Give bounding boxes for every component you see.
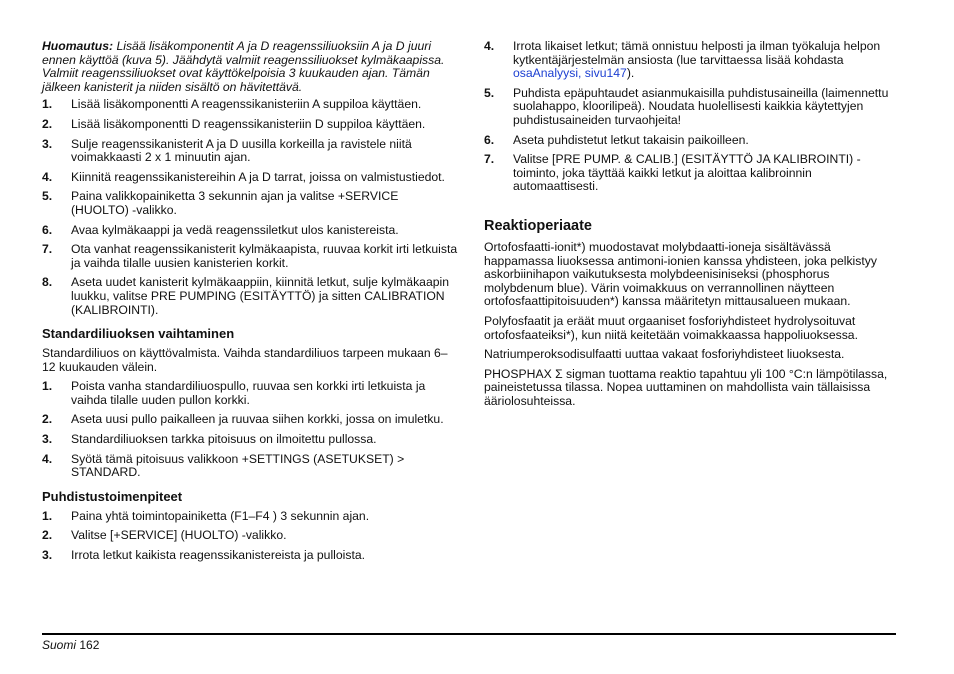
note-text: Lisää lisäkomponentit A ja D reagenssiliuoksiin A ja D juuri ennen käyttöä (kuva 5). Jäähdytä valmiit reagenssiliuokset kylmäkaapissa. Valmiit reagenssiliuokset ovat käyttökelpoisia 3 kuukauden ajan. Tämän jälkeen kanisterit ja niiden sisältö on hävitettävä. [42,39,445,94]
standard-steps-list [42,380,458,480]
step-text: Irrota letkut kaikista reagenssikanistereista ja pulloista. [71,548,365,563]
list-item [42,243,458,270]
list-item [42,529,458,543]
step-text: Kiinnitä reagenssikanistereihin A ja D tarrat, joissa on valmistustiedot. [71,169,445,184]
page-number: 162 [79,638,100,652]
list-item [42,453,458,480]
step-number: 6. [484,132,495,147]
step-text: Irrota likaiset letkut; tämä onnistuu helposti ja ilman työkaluja helpon kytkentäjärjestelmän ansiosta (lue tarvittaessa lisää kohdasta [513,39,881,67]
step-number: 4. [484,39,495,53]
list-item [42,98,458,112]
reaction-paragraph: Ortofosfaatti-ionit*) muodostavat molybdaatti-ioneja sisältävässä happamassa liuoksessa antimoni-ionien kanssa yhdisteen, joka pelkistyy askorbiinihapon vaikutuksesta molybdeenisiniseksi (phosphorus molybdenum blue). Värin voimakkuus on verrannollinen näytteen ortofosfaattipitoisuuden*) kanssa määritetyn mittausalueen mukaan. [484,239,877,309]
step-number: 6. [42,222,53,237]
step-number: 2. [42,528,53,543]
list-item [42,413,458,427]
step-number: 8. [42,275,53,290]
cleaning-steps-list [42,510,458,563]
step-text: Puhdista epäpuhtaudet asianmukaisilla puhdistusaineilla (laimennettu suolahappo, kloorilipeä). Noudata huolellisesti kaikkia käytettyjen puhdistusaineiden turvaohjeita! [513,85,889,127]
step-text: Lisää lisäkomponentti D reagenssikanisteriin D suppiloa käyttäen. [71,116,426,131]
step-text: Aseta puhdistetut letkut takaisin paikoilleen. [513,132,749,147]
step-text-end: ). [626,66,635,81]
heading-standard-replacement: Standardiliuoksen vaihtaminen [42,326,235,342]
step-text: Ota vanhat reagenssikanisterit kylmäkaapista, ruuvaa korkit irti letkuista ja vaihda tilalle uusien kanisterien korkit. [71,242,458,270]
step-number: 1. [42,97,53,112]
list-item [42,118,458,132]
step-text: Syötä tämä pitoisuus valikkoon +SETTINGS (ASETUKSET) > STANDARD. [71,451,405,480]
heading-reaction-principle: Reaktioperiaate [484,217,592,234]
step-number: 1. [42,379,53,394]
step-number: 1. [42,508,53,523]
step-number: 4. [42,451,53,466]
list-item [484,134,900,148]
list-item [42,433,458,447]
step-number: 3. [42,432,53,447]
note-label: Huomautus: [42,39,114,53]
step-text: Poista vanha standardiliuospullo, ruuvaa sen korkki irti letkuista ja vaihda tilalle uuden pullon korkki. [71,379,426,407]
cross-reference-link[interactable]: osaAnalyysi, sivu147 [513,66,627,81]
step-text: Aseta uudet kanisterit kylmäkaappiin, kiinnitä letkut, sulje kylmäkaapin luukku, valitse PRE PUMPING (ESITÄYTTÖ) ja sitten CALIBRATION (KALIBROINTI). [71,275,450,317]
step-text: Paina yhtä toimintopainiketta (F1–F4 ) 3 sekunnin ajan. [71,508,370,523]
step-number: 3. [42,136,53,151]
step-text: Sulje reagenssikanisterit A ja D uusilla korkeilla ja ravistele niitä voimakkaasti 2 x 1 minuutin ajan. [71,136,412,165]
step-number: 5. [484,85,495,100]
step-text: Paina valikkopainiketta 3 sekunnin ajan ja valitse +SERVICE (HUOLTO) -valikko. [71,189,399,217]
list-item [42,171,458,185]
list-item [484,40,900,81]
right-column [484,40,900,414]
step-text: Lisää lisäkomponentti A reagenssikanisteriin A suppiloa käyttäen. [71,97,422,112]
reaction-paragraph: PHOSPHAX Σ sigman tuottama reaktio tapahtuu yli 100 °C:n lämpötilassa, paineistetussa tilassa. Nopea uuttaminen on mahdollista vain tällaisissa ääriolosuhteissa. [484,366,888,408]
standard-intro-paragraph: Standardiliuos on käyttövalmista. Vaihda standardiliuos tarpeen mukaan 6–12 kuukauden välein. [42,346,448,374]
step-number: 2. [42,116,53,131]
step-text: Valitse [+SERVICE] (HUOLTO) -valikko. [71,528,287,543]
note-paragraph [42,40,458,94]
list-item [42,510,458,524]
list-item [42,276,458,317]
step-number: 7. [484,152,495,167]
step-text: Valitse [PRE PUMP. & CALIB.] (ESITÄYTTÖ JA KALIBROINTI) -toiminto, joka täyttää kaikki letkut ja aloittaa kalibroinnin automaattisesti. [513,152,861,194]
footer-language: Suomi [42,638,77,652]
reagent-steps-list [42,98,458,317]
list-item [42,190,458,217]
list-item [42,224,458,238]
reaction-paragraph: Natriumperoksodisulfaatti uuttaa vakaat fosforiyhdisteet liuoksesta. [484,347,845,362]
list-item [42,138,458,165]
list-item [484,153,900,194]
list-item [42,380,458,407]
page-footer [42,639,99,653]
footer-divider [42,633,896,635]
step-number: 4. [42,169,53,184]
step-number: 5. [42,189,53,204]
step-number: 7. [42,242,53,257]
step-text: Avaa kylmäkaappi ja vedä reagenssiletkut ulos kanistereista. [71,222,399,237]
reaction-paragraph: Polyfosfaatit ja eräät muut orgaaniset fosforiyhdisteet hydrolysoituvat ortofosfaateiksi*), kun niitä keitetään voimakkaassa happoliuoksessa. [484,313,858,342]
step-number: 3. [42,548,53,563]
cleaning-steps-continued-list [484,40,900,194]
step-text: Aseta uusi pullo paikalleen ja ruuvaa siihen korkki, jossa on imuletku. [71,412,444,427]
left-column [42,40,458,569]
step-text: Standardiliuoksen tarkka pitoisuus on ilmoitettu pullossa. [71,432,377,447]
step-number: 2. [42,412,53,427]
list-item [42,549,458,563]
list-item [484,87,900,128]
heading-cleaning: Puhdistustoimenpiteet [42,488,183,504]
